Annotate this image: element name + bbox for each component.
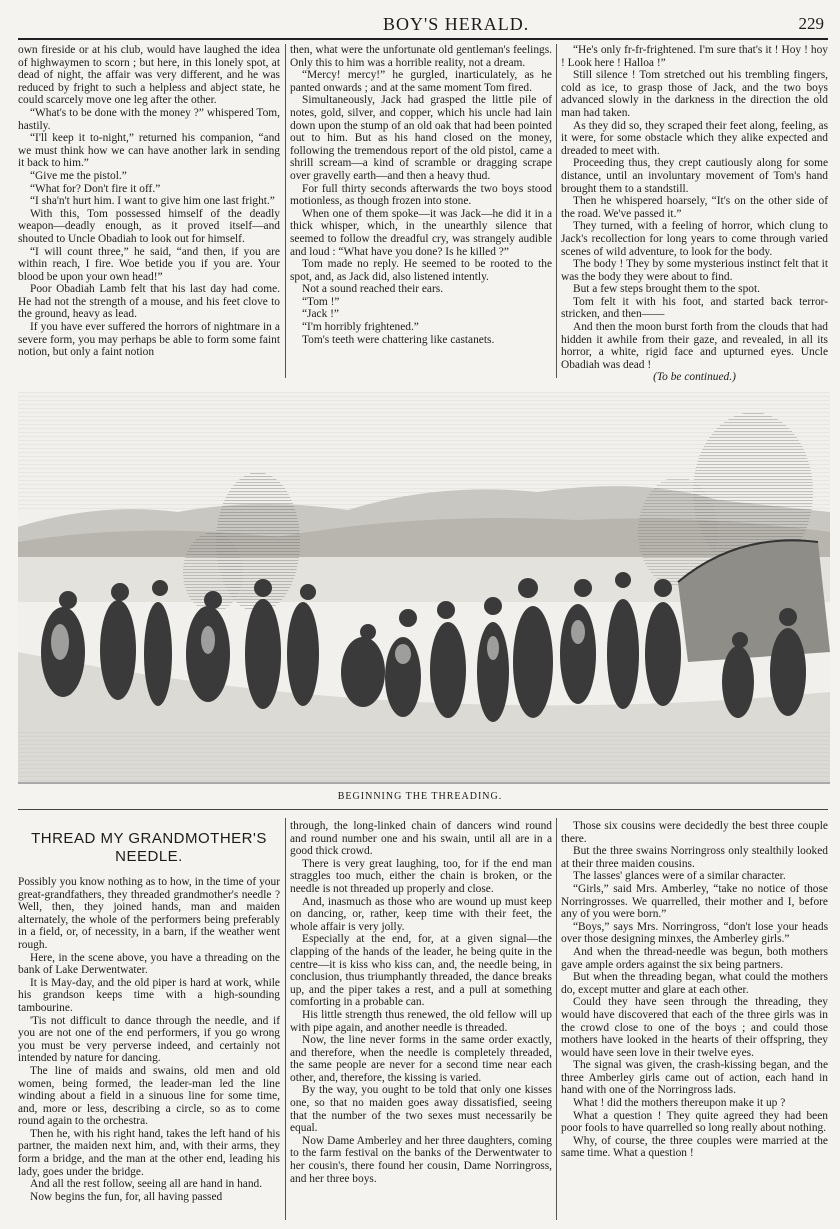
paragraph: Could they have seen through the threading, they would have discovered that each of the three girls was in the crowd close to one of the boys ; and could those mothers have looked in the hearts of their offspring, they would have seen love in their twelve eyes. [561,996,828,1059]
engraving-illustration [18,392,830,784]
publication-title: BOY'S HERALD. [383,14,530,34]
paragraph: The lasses' glances were of a similar character. [573,870,786,883]
paragraph: then, what were the unfortunate old gentleman's feelings. Only this to him was a horrible reality, not a dream. [290,44,552,69]
paragraph: By the way, you ought to be told that only one kisses one, so that no maiden goes away dissatisfied, seeing that the number of the two sexes must necessarily be equal. [290,1084,552,1135]
paragraph: 'Tis not difficult to dance through the needle, and if you are not one of the end performers, if you go wrong you must be very perverse indeed, and certainly not intended by nature for dancing. [18,1014,280,1065]
paragraph: “I will count three,” he said, “and then, if you are within reach, I fire. Woe betide you if you are. Your blood be upon your own head!” [18,245,280,283]
paragraph: Tom's teeth were chattering like castanets. [302,333,495,346]
paragraph: The body ! They by some mysterious instinct felt that it was the body they were about to find. [561,258,828,283]
paragraph: And when the thread-needle was begun, both mothers gave ample orders against the six being partners. [561,945,828,971]
paragraph: “He's only fr-fr-frightened. I'm sure that's it ! Hoy ! hoy ! Look here ! Halloa !” [561,44,828,69]
paragraph: Not a sound reached their ears. [302,283,444,296]
paragraph: Tom felt it with his foot, and started back terror-stricken, and then—— [561,295,828,321]
paragraph: Proceeding thus, they crept cautiously along for some distance, until an involuntary movement of Tom's hand brought them to a standstill. [561,157,828,195]
paragraph: But the three swains Norringross only stealthily looked at their three maiden cousins. [561,845,828,870]
paragraph: through, the long-linked chain of dancers wind round and round number one and his swain, until all are in a good thick crowd. [290,820,552,858]
page-header [18,8,828,40]
column-divider [285,818,286,1220]
paragraph: Especially at the end, for, at a given signal—the clapping of the hands of the leader, he being quite in the centre—it is kiss who kiss can, and, the needle being, in conclusion, thus triumphantly threaded, the dance breaks up, and the piper takes a rest, and a pull at something comforting in a probable can. [290,933,552,1009]
paragraph: Then he, with his right hand, takes the left hand of his partner, the maiden next him, and, with their arms, they form a bridge, and the man at the other end, leading his lady, goes under the bridge. [18,1127,280,1178]
paragraph: Now, the line never forms in the same order exactly, and therefore, when the needle is completely threaded, the same people are never for a second time near each other, and, therefore, the kissing is varied. [290,1034,552,1084]
paragraph: But when the threading began, what could the mothers do, except mutter and glare at each other. [561,971,828,996]
column-divider [556,44,557,378]
paragraph: There is very great laughing, too, for if the end man straggles too much, either the chain is broken, or the needle is not threaded up properly and close. [290,857,552,895]
story-column-3 [561,44,828,384]
story-column-1 [18,44,280,384]
to-be-continued: (To be continued.) [653,371,736,384]
paragraph: It is May-day, and the old piper is hard at work, while his grandson keeps time with a high-sounding tambourine. [18,976,280,1014]
paragraph: “Tom !” [302,295,340,308]
paragraph: Poor Obadiah Lamb felt that his last day had come. He had not the strength of a mouse, and his feet clove to the ground, heavy as lead. [18,283,280,321]
paragraph: His little strength thus renewed, the old fellow will up with pipe again, and another needle is threaded. [290,1008,552,1034]
paragraph: Now Dame Amberley and her three daughters, coming to the farm festival on the banks of the Derwentwater to her cousin's, there found her cousin, Dame Norringross, and her three boys. [290,1134,552,1185]
paragraph: Still silence ! Tom stretched out his trembling fingers, cold as ice, to grasp those of Jack, and the two boys advanced slowly in the darkness in the direction the old man had taken. [561,69,828,119]
paragraph: What ! did the mothers thereupon make it up ? [573,1097,786,1110]
paragraph: If you have ever suffered the horrors of nightmare in a severe form, you may perhaps be able to form some faint notion, but only a faint notion [18,321,280,359]
paragraph: Simultaneously, Jack had grasped the little pile of notes, gold, silver, and copper, which his uncle had lain down upon the stump of an old oak that had been pointed out to him. But as his hand closed on the money, following the tremendous report of the old pistol, came a shrill scream—a kind of scramble or dragging scrape over gravelly earth—and then a heavy thud. [290,94,552,182]
page-number: 229 [798,14,824,33]
article-column-1 [18,826,280,1220]
paragraph: When one of them spoke—it was Jack—he did it in a thick whisper, which, in the unearthly silence that seemed to follow the dreadful cry, was strangely audible and loud : “What have you done? Is he killed ?” [290,207,552,258]
illustration-caption: BEGINNING THE THREADING. [337,791,503,802]
story-column-2 [290,44,552,384]
paragraph: “Girls,” said Mrs. Amberley, “take no notice of those Norringrosses. We quarrelled, their mother and I, before any of you were born.” [561,882,828,921]
paragraph: They turned, with a feeling of horror, which clung to Jack's recollection for long years to come through varied scenes of wild adventure, to look for the body. [561,220,828,258]
paragraph: “Give me the pistol.” [30,169,127,182]
paragraph: Tom made no reply. He seemed to be rooted to the spot, and, as Jack did, also listened intently. [290,258,552,283]
column-divider [285,44,286,378]
paragraph: And then the moon burst forth from the clouds that had hidden it awhile from their gaze, and revealed, in all its horror, a white, rigid face and upturned eyes. Uncle Obadiah was dead ! [561,321,828,371]
paragraph: “Mercy! mercy!” he gurgled, inarticulately, as he panted onwards ; and at the same moment Tom fired. [290,69,552,94]
paragraph: As they did so, they scraped their feet along, feeling, as it were, for some obstacle which they alike expected and dreaded to meet with. [561,119,828,157]
paragraph: Then he whispered hoarsely, “It's on the other side of the road. We've passed it.” [561,195,828,220]
paragraph: “Boys,” says Mrs. Norringross, “don't lose your heads over those designing minxes, the Amberley girls.” [561,920,828,946]
paragraph: “I'll keep it to-night,” returned his companion, “and we must think how we can have another lark in sending it back to him.” [18,132,280,170]
paragraph: “What's to be done with the money ?” whispered Tom, hastily. [18,106,280,132]
paragraph: “I'm horribly frightened.” [302,321,419,334]
paragraph: Now begins the fun, for, all having passed [30,1190,223,1203]
paragraph: For full thirty seconds afterwards the two boys stood motionless, as though frozen into stone. [290,182,552,208]
paragraph: What a question ! They quite agreed they had been poor fools to have quarrelled so long really about nothing. [561,1109,828,1135]
paragraph: own fireside or at his club, would have laughed the idea of highwaymen to scorn ; but here, in this lonely spot, at dead of night, the affair was very different, and he was reduced by fright to such a helpless and abject state, he could scarcely move one leg after the other. [18,44,280,107]
column-divider [556,818,557,1220]
paragraph: The line of maids and swains, old men and old women, being formed, the leader-man led the line winding about a field in a sinuous line for some time, and, more or less, describing a circle, so as to come round again to the orchestra. [18,1064,280,1128]
paragraph: But a few steps brought them to the spot. [573,283,760,296]
paragraph: Why, of course, the three couples were married at the same time. What a question ! [561,1134,828,1160]
paragraph: Possibly you know nothing as to how, in the time of your great-grandfathers, they threaded grandmother's needle ? Well, then, they joined hands, man and maiden alternately, the whole of the performers being preferably in a field, or, of necessity, in a barn, if the weather went rough. [18,876,280,951]
article-title: THREAD MY GRANDMOTHER'S NEEDLE. [31,830,267,865]
section-divider [18,809,828,810]
paragraph: Here, in the scene above, you have a threading on the bank of Lake Derwentwater. [18,951,280,977]
paragraph: “I sha'n't hurt him. I want to give him one last fright.” [30,195,275,208]
paragraph: With this, Tom possessed himself of the deadly weapon—deadly enough, as it proved itself—and shouted to Uncle Obadiah to look out for himself. [18,207,280,245]
paragraph: “What for? Don't fire it off.” [30,182,161,195]
paragraph: And all the rest follow, seeing all are hand in hand. [30,1178,263,1191]
paragraph: And, inasmuch as those who are wound up must keep on dancing, or, rather, keep time with their feet, the whole affair is very jolly. [290,895,552,933]
article-column-3 [561,820,828,1220]
paragraph: The signal was given, the crash-kissing began, and the three Amberley girls came out of action, each hand in hand with one of the Norringross lads. [561,1059,828,1097]
paragraph: Those six cousins were decidedly the best three couple there. [561,820,828,845]
article-column-2 [290,820,552,1220]
dance-scene-engraving [18,392,830,784]
paragraph: “Jack !” [302,308,339,321]
